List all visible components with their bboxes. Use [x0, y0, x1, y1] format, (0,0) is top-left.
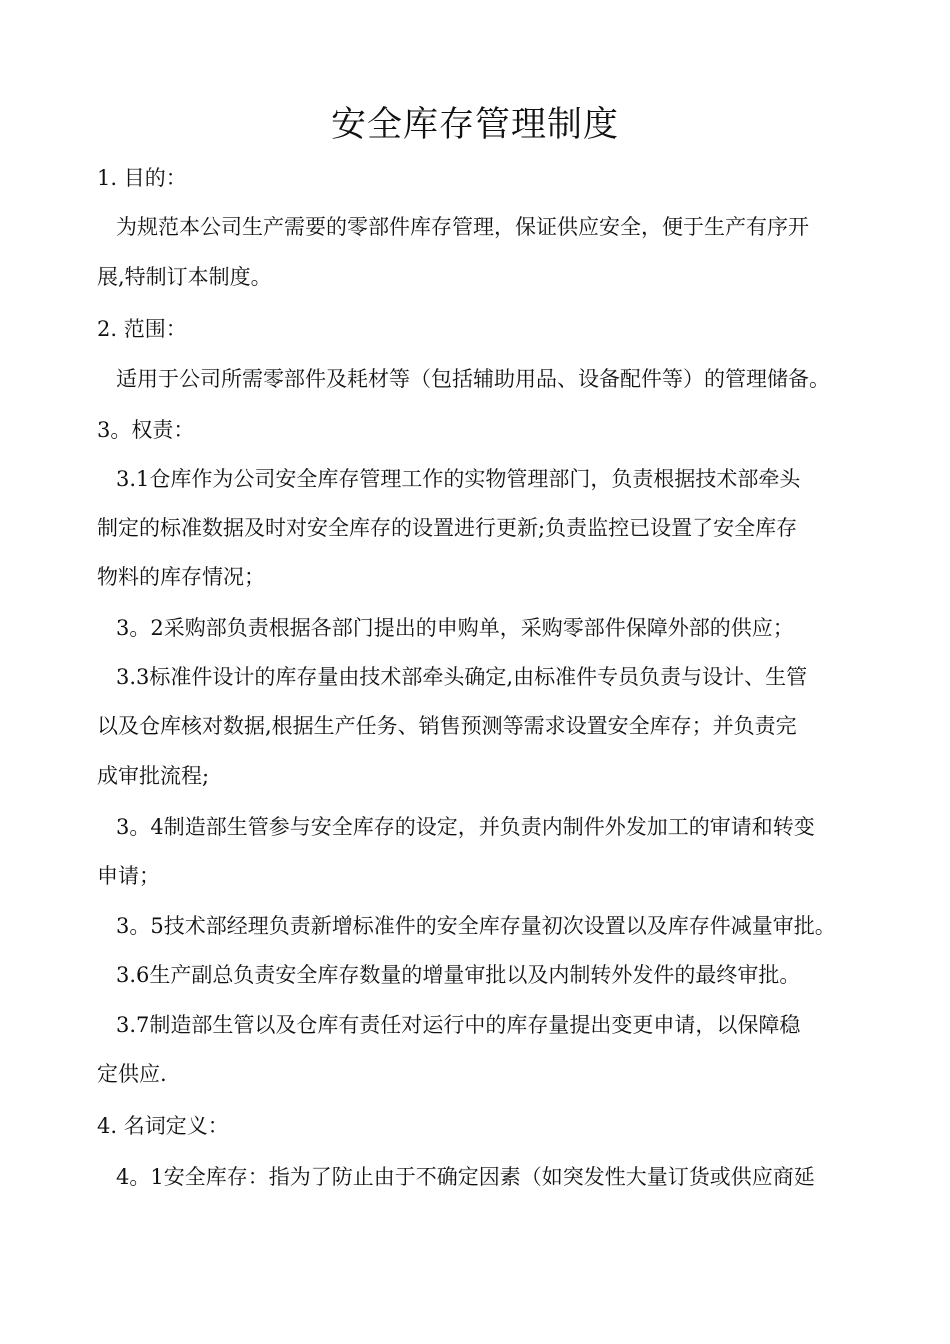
paragraph-line: 3.1仓库作为公司安全库存管理工作的实物管理部门，负责根据技术部牵头 [116, 467, 801, 491]
document-title: 安全库存管理制度 [330, 105, 619, 145]
section-heading-definitions: 4. 名词定义： [97, 1114, 229, 1138]
paragraph-line: 适用于公司所需零部件及耗材等（包括辅助用品、设备配件等）的管理储备。 [116, 367, 830, 391]
paragraph-line: 为规范本公司生产需要的零部件库存管理，保证供应安全，便于生产有序开 [116, 215, 809, 239]
section-heading-purpose: 1. 目的： [97, 166, 187, 190]
section-heading-responsibility: 3。权责： [97, 418, 195, 442]
paragraph-line: 物料的库存情况； [97, 565, 265, 589]
paragraph-line: 以及仓库核对数据,根据生产任务、销售预测等需求设置安全库存；并负责完 [97, 714, 797, 738]
paragraph-line: 3。5技术部经理负责新增标准件的安全库存量初次设置以及库存件减量审批。 [116, 914, 836, 938]
paragraph-line: 定供应. [97, 1062, 167, 1086]
section-heading-scope: 2. 范围： [97, 317, 187, 341]
paragraph-line: 申请； [97, 864, 160, 888]
paragraph-line: 3.6生产副总负责安全库存数量的增量审批以及内制转外发件的最终审批。 [116, 963, 801, 987]
paragraph-line: 成审批流程; [97, 764, 210, 788]
paragraph-line: 3。2采购部负责根据各部门提出的申购单，采购零部件保障外部的供应； [116, 616, 794, 640]
paragraph-line: 展,特制订本制度。 [97, 265, 272, 289]
paragraph-line: 制定的标准数据及时对安全库存的设置进行更新;负责监控已设置了安全库存 [97, 516, 798, 540]
paragraph-line: 4。1安全库存：指为了防止由于不确定因素（如突发性大量订货或供应商延 [116, 1165, 815, 1189]
paragraph-line: 3。4制造部生管参与安全库存的设定，并负责内制件外发加工的审请和转变 [116, 815, 815, 839]
paragraph-line: 3.7制造部生管以及仓库有责任对运行中的库存量提出变更申请，以保障稳 [116, 1013, 801, 1037]
paragraph-line: 3.3标准件设计的库存量由技术部牵头确定,由标准件专员负责与设计、生管 [116, 665, 808, 689]
